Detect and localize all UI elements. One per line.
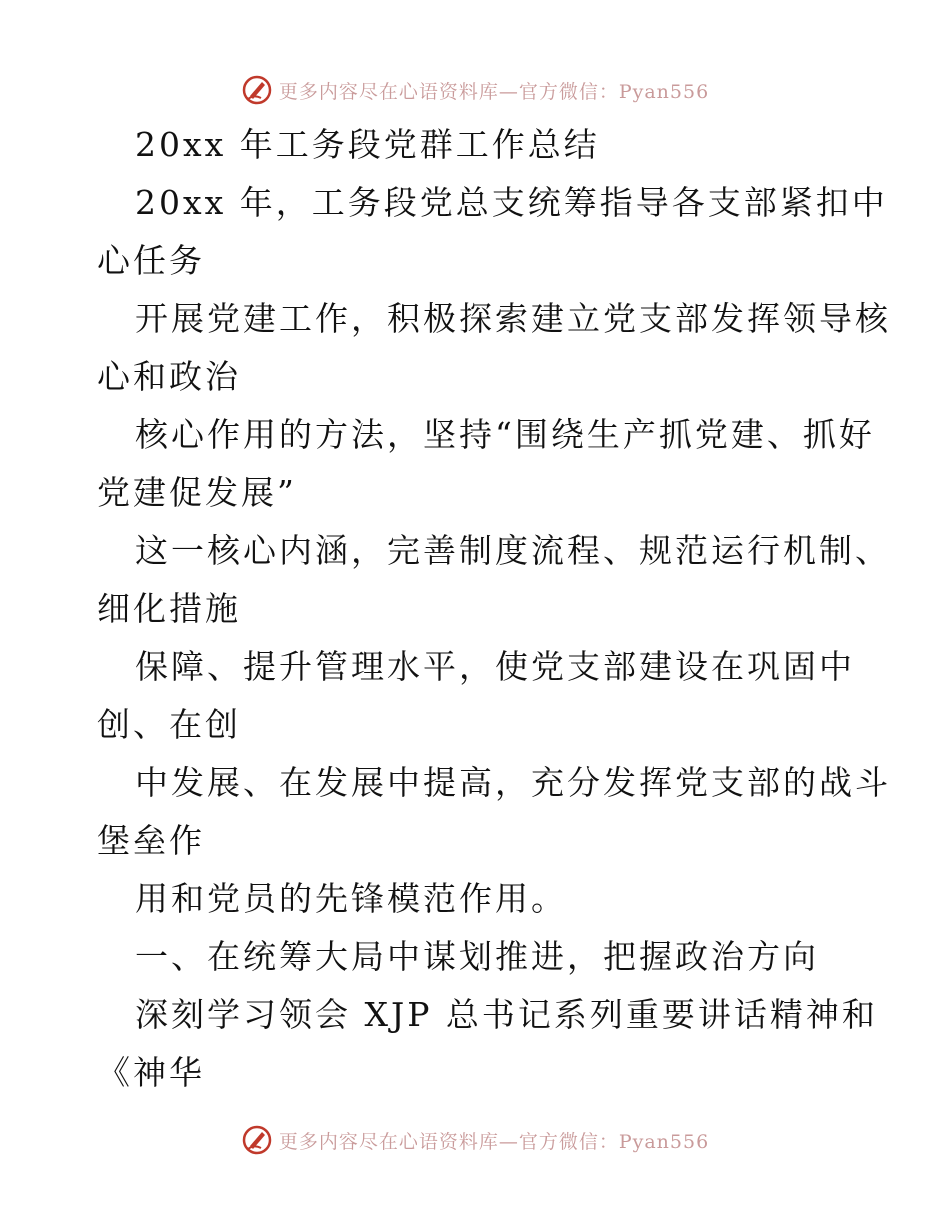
text-line: 创、在创 — [97, 705, 241, 744]
text-line: 心和政治 — [97, 357, 241, 396]
text-line: 20xx 年工务段党群工作总结 — [135, 125, 600, 164]
text-line: 深刻学习领会 XJP 总书记系列重要讲话精神和 — [135, 995, 878, 1034]
pen-logo-icon — [241, 74, 273, 106]
pen-logo-icon — [241, 1124, 273, 1156]
text-line: 《神华 — [97, 1053, 205, 1092]
text-line: 核心作用的方法，坚持“围绕生产抓党建、抓好 — [135, 415, 875, 454]
header-banner — [0, 70, 950, 110]
document-body — [97, 116, 891, 1102]
text-line: 一、在统筹大局中谋划推进，把握政治方向 — [135, 937, 819, 976]
text-line: 20xx 年，工务段党总支统筹指导各支部紧扣中 — [135, 183, 888, 222]
text-line: 用和党员的先锋模范作用。 — [135, 879, 567, 918]
text-line: 党建促发展” — [97, 473, 297, 512]
header-banner-text: 更多内容尽在心语资料库—官方微信：Pyan556 — [278, 80, 710, 103]
text-line: 中发展、在发展中提高，充分发挥党支部的战斗 — [135, 763, 891, 802]
footer-banner — [0, 1120, 950, 1160]
footer-banner-text: 更多内容尽在心语资料库—官方微信：Pyan556 — [278, 1130, 710, 1153]
text-line: 保障、提升管理水平，使党支部建设在巩固中 — [135, 647, 855, 686]
text-line: 细化措施 — [97, 589, 241, 628]
text-line: 这一核心内涵，完善制度流程、规范运行机制、 — [135, 531, 891, 570]
text-line: 心任务 — [97, 241, 205, 280]
text-line: 开展党建工作，积极探索建立党支部发挥领导核 — [135, 299, 891, 338]
text-line: 堡垒作 — [97, 821, 205, 860]
